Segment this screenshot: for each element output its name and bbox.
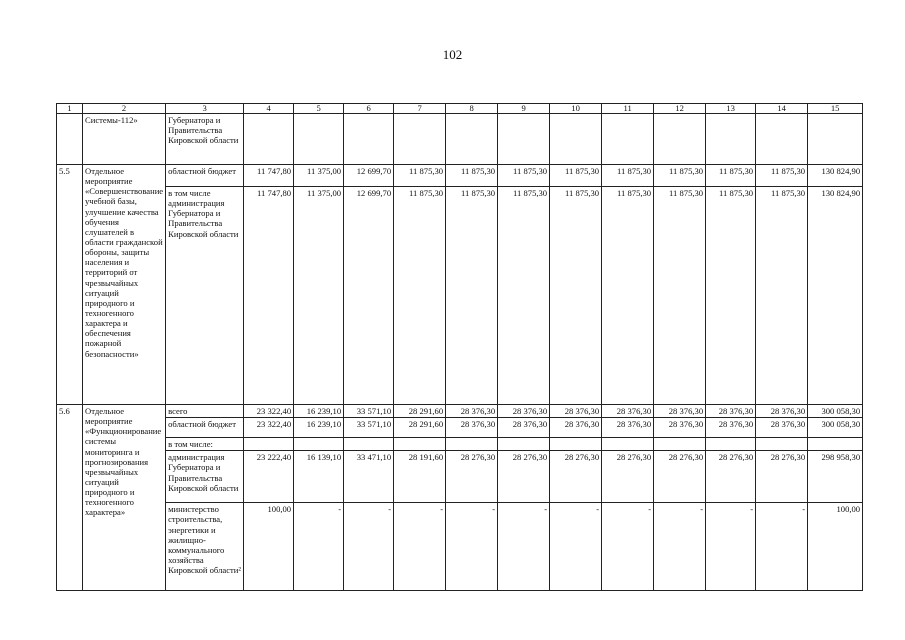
value-cell: - — [344, 503, 394, 591]
value-cell: 11 875,30 — [446, 187, 498, 405]
value-cell: 11 375,00 — [294, 187, 344, 405]
continuation-name: Системы-112» — [83, 114, 166, 165]
value-cell: 11 747,80 — [244, 187, 294, 405]
value-cell: 28 376,30 — [446, 405, 498, 418]
header-row — [57, 104, 863, 114]
value-cell: 28 291,60 — [394, 418, 446, 438]
value-cell: 33 471,10 — [344, 451, 394, 503]
value-cell: 23 322,40 — [244, 418, 294, 438]
value-cell: 28 376,30 — [498, 405, 550, 418]
value-cell: - — [602, 503, 654, 591]
item-5-5-source-admin: в том числе администрация Губернатора и Правительства Кировской области — [166, 187, 244, 405]
value-cell: 11 875,30 — [654, 187, 706, 405]
item-5-6-source-ministry: министерство строительства, энергетики и жилищно-коммунального хозяйства Кировской области² — [166, 503, 244, 591]
value-cell: 130 824,90 — [808, 165, 863, 187]
item-5-6-row-including — [57, 438, 863, 451]
value-cell: 11 875,30 — [550, 187, 602, 405]
header-cell: 2 — [83, 104, 166, 114]
item-5-6-source-admin: администрация Губернатора и Правительства Кировской области — [166, 451, 244, 503]
value-cell: 28 376,30 — [756, 418, 808, 438]
value-cell: 28 276,30 — [756, 451, 808, 503]
header-cell: 6 — [344, 104, 394, 114]
value-cell: 11 875,30 — [446, 165, 498, 187]
value-cell: 28 376,30 — [602, 418, 654, 438]
value-cell: 28 376,30 — [654, 405, 706, 418]
value-cell: 11 875,30 — [706, 165, 756, 187]
item-5-5-name: Отдельное мероприятие «Совершенствование учебной базы, улучшение качества обучения слушателей в области гражданской обороны, защиты населения и территорий от чрезвычайных ситуаций природного и техногенного характера и обеспечения пожарной безопасности» — [83, 165, 166, 405]
value-cell: 11 875,30 — [756, 165, 808, 187]
header-cell: 12 — [654, 104, 706, 114]
header-cell: 13 — [706, 104, 756, 114]
item-5-5-row-admin — [57, 187, 863, 405]
header-cell: 4 — [244, 104, 294, 114]
value-cell: 100,00 — [244, 503, 294, 591]
value-cell: 33 571,10 — [344, 405, 394, 418]
item-5-6-row-regional — [57, 418, 863, 438]
value-cell: 16 139,10 — [294, 451, 344, 503]
value-cell: 28 376,30 — [756, 405, 808, 418]
value-cell: 23 222,40 — [244, 451, 294, 503]
item-5-6-source-regional: областной бюджет — [166, 418, 244, 438]
item-5-6-source-total: всего — [166, 405, 244, 418]
value-cell: 28 376,30 — [550, 405, 602, 418]
header-cell: 14 — [756, 104, 808, 114]
continuation-row — [57, 114, 863, 165]
value-cell: 28 291,60 — [394, 405, 446, 418]
header-cell: 7 — [394, 104, 446, 114]
value-cell: 28 376,30 — [706, 418, 756, 438]
value-cell: 11 875,30 — [706, 187, 756, 405]
value-cell: 28 276,30 — [654, 451, 706, 503]
value-cell: 16 239,10 — [294, 418, 344, 438]
continuation-executor: Губернатора и Правительства Кировской области — [166, 114, 244, 165]
value-cell: 300 058,30 — [808, 405, 863, 418]
header-cell: 10 — [550, 104, 602, 114]
header-cell: 9 — [498, 104, 550, 114]
value-cell: 298 958,30 — [808, 451, 863, 503]
value-cell: 11 747,80 — [244, 165, 294, 187]
value-cell: 28 276,30 — [550, 451, 602, 503]
value-cell: 100,00 — [808, 503, 863, 591]
header-cell: 3 — [166, 104, 244, 114]
value-cell: 11 875,30 — [602, 187, 654, 405]
item-5-6-name: Отдельное мероприятие «Функционирование системы мониторинга и прогнозирования чрезвычайных ситуаций природного и техногенного характера» — [83, 405, 166, 591]
value-cell: 130 824,90 — [808, 187, 863, 405]
item-5-6-row-admin — [57, 451, 863, 503]
value-cell: 23 322,40 — [244, 405, 294, 418]
value-cell: 16 239,10 — [294, 405, 344, 418]
value-cell: - — [294, 503, 344, 591]
value-cell: 28 376,30 — [602, 405, 654, 418]
header-cell: 5 — [294, 104, 344, 114]
item-5-6-row-ministry — [57, 503, 863, 591]
value-cell: - — [394, 503, 446, 591]
item-5-5-number: 5.5 — [57, 165, 83, 405]
page-number: 102 — [442, 47, 463, 62]
value-cell: 300 058,30 — [808, 418, 863, 438]
value-cell: 28 376,30 — [446, 418, 498, 438]
value-cell: - — [498, 503, 550, 591]
value-cell: 11 375,00 — [294, 165, 344, 187]
value-cell: 11 875,30 — [756, 187, 808, 405]
value-cell: 11 875,30 — [394, 187, 446, 405]
value-cell: 11 875,30 — [498, 165, 550, 187]
value-cell: 28 376,30 — [706, 405, 756, 418]
value-cell: 28 276,30 — [602, 451, 654, 503]
budget-table — [56, 103, 863, 591]
value-cell: 12 699,70 — [344, 187, 394, 405]
value-cell: 28 276,30 — [498, 451, 550, 503]
item-5-5-source-regional: областной бюджет — [166, 165, 244, 187]
value-cell: 11 875,30 — [394, 165, 446, 187]
value-cell: 28 376,30 — [498, 418, 550, 438]
value-cell: 11 875,30 — [550, 165, 602, 187]
value-cell: 11 875,30 — [602, 165, 654, 187]
value-cell: 28 276,30 — [706, 451, 756, 503]
value-cell: - — [550, 503, 602, 591]
header-cell: 11 — [602, 104, 654, 114]
value-cell: 11 875,30 — [498, 187, 550, 405]
item-5-5-row-regional — [57, 165, 863, 187]
value-cell: - — [706, 503, 756, 591]
value-cell: 12 699,70 — [344, 165, 394, 187]
header-cell: 8 — [446, 104, 498, 114]
item-5-6-source-including: в том числе: — [166, 438, 244, 451]
value-cell: 11 875,30 — [654, 165, 706, 187]
header-cell: 15 — [808, 104, 863, 114]
value-cell: 28 191,60 — [394, 451, 446, 503]
value-cell: - — [446, 503, 498, 591]
value-cell: 28 276,30 — [446, 451, 498, 503]
value-cell: - — [756, 503, 808, 591]
value-cell: 33 571,10 — [344, 418, 394, 438]
item-5-6-number: 5.6 — [57, 405, 83, 591]
value-cell: 28 376,30 — [550, 418, 602, 438]
value-cell: - — [654, 503, 706, 591]
header-cell: 1 — [57, 104, 83, 114]
value-cell: 28 376,30 — [654, 418, 706, 438]
item-5-6-row-total — [57, 405, 863, 418]
